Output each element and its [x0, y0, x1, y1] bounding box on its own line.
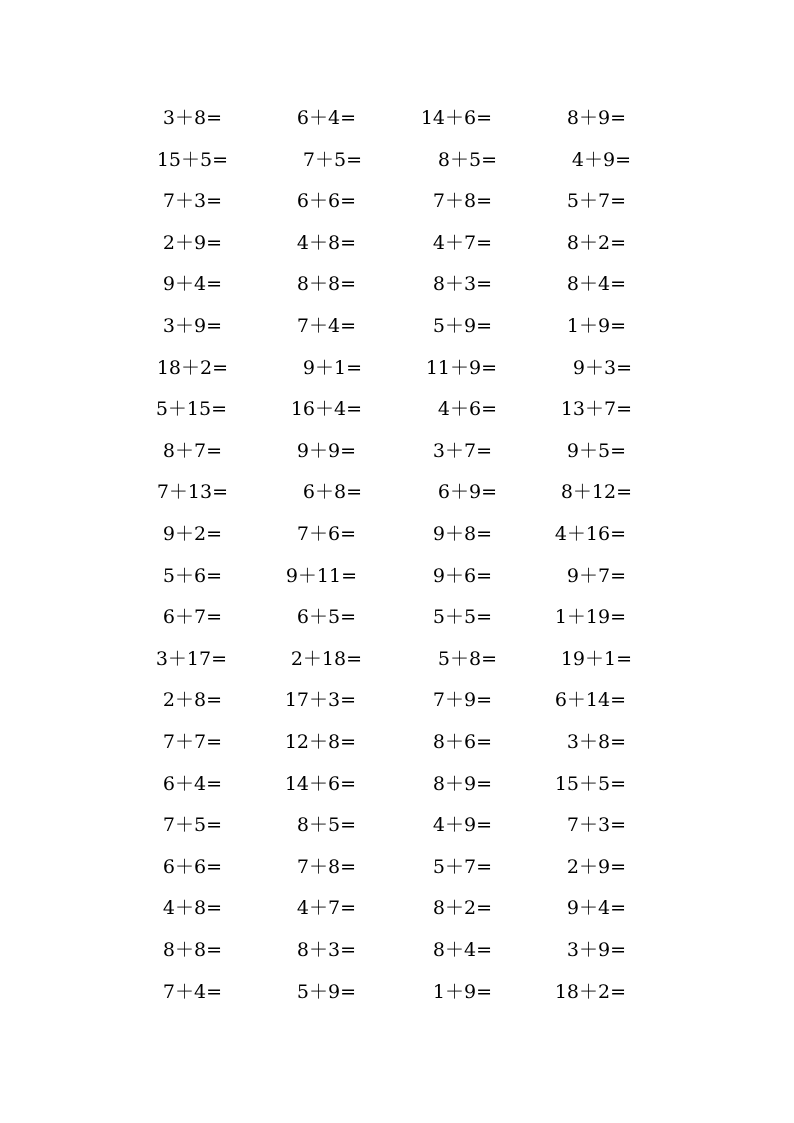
math-problem: 9＋9=	[296, 439, 356, 462]
math-problem: 7＋7=	[162, 731, 222, 753]
math-problem: 4＋9=	[432, 814, 492, 837]
math-problem: 2＋18=	[290, 647, 362, 670]
math-problem: 9＋8=	[432, 523, 492, 545]
math-problem: 9＋7=	[566, 564, 626, 587]
math-problem: 8＋2=	[432, 897, 492, 920]
math-problem: 7＋13=	[156, 481, 228, 504]
math-problem: 6＋5=	[296, 606, 356, 629]
math-problem: 7＋4=	[162, 980, 222, 1003]
math-problem: 9＋1=	[302, 356, 362, 379]
math-problem: 7＋3=	[162, 190, 222, 213]
math-problem: 5＋7=	[566, 190, 626, 213]
math-problem: 5＋5=	[432, 606, 492, 629]
math-problem: 8＋9=	[566, 107, 626, 129]
math-problem: 8＋8=	[162, 939, 222, 961]
math-problem: 9＋3=	[572, 356, 632, 379]
math-problem: 8＋3=	[296, 939, 356, 961]
math-problem: 7＋6=	[296, 523, 356, 545]
math-problem: 7＋5=	[302, 148, 362, 171]
math-problem: 16＋4=	[290, 398, 362, 421]
math-problem: 19＋1=	[560, 647, 632, 670]
math-problem: 5＋15=	[155, 398, 227, 421]
math-problem: 2＋8=	[162, 689, 222, 712]
math-problem: 18＋2=	[156, 356, 228, 379]
math-problem: 5＋7=	[432, 855, 492, 878]
math-problem: 1＋19=	[554, 606, 626, 629]
math-problem: 11＋9=	[425, 356, 497, 379]
math-problem: 8＋3=	[432, 273, 492, 296]
math-problem: 5＋6=	[162, 564, 222, 587]
math-problem: 7＋3=	[566, 814, 626, 837]
math-problem: 2＋9=	[162, 231, 222, 254]
math-problem: 8＋6=	[432, 731, 492, 753]
math-problem: 8＋5=	[296, 814, 356, 837]
math-problem: 4＋8=	[162, 897, 222, 920]
math-problem: 3＋9=	[566, 939, 626, 961]
math-problem: 8＋8=	[296, 273, 356, 296]
math-problem: 9＋4=	[162, 273, 222, 296]
math-problem: 4＋16=	[554, 523, 626, 545]
math-problem: 8＋2=	[566, 231, 626, 254]
math-problem: 7＋5=	[162, 814, 222, 837]
math-problem: 5＋9=	[432, 315, 492, 337]
math-problem: 6＋7=	[162, 606, 222, 629]
math-problem: 6＋4=	[296, 107, 356, 129]
math-problem: 4＋6=	[437, 398, 497, 421]
math-problem: 15＋5=	[554, 772, 626, 795]
math-problem: 5＋8=	[437, 647, 497, 670]
math-problem: 3＋17=	[155, 647, 227, 670]
math-problem: 3＋8=	[566, 731, 626, 753]
math-problem: 7＋8=	[432, 190, 492, 213]
math-problem: 6＋4=	[162, 772, 222, 795]
math-problem: 4＋7=	[432, 231, 492, 254]
math-problem: 6＋9=	[437, 481, 497, 504]
math-problem: 8＋4=	[566, 273, 626, 296]
math-problem: 7＋8=	[296, 855, 356, 878]
math-problem: 8＋12=	[560, 481, 632, 504]
math-problem: 15＋5=	[156, 148, 228, 171]
math-problem: 2＋9=	[566, 855, 626, 878]
math-problem: 9＋4=	[566, 897, 626, 920]
math-problem: 9＋11=	[285, 564, 357, 587]
math-problem: 7＋4=	[296, 315, 356, 337]
math-problem: 9＋6=	[432, 564, 492, 587]
math-problem: 9＋2=	[162, 523, 222, 545]
math-problem: 8＋7=	[162, 439, 222, 462]
math-problem: 5＋9=	[296, 980, 356, 1003]
math-problem: 8＋4=	[432, 939, 492, 961]
math-problem: 17＋3=	[284, 689, 356, 712]
math-problem: 1＋9=	[566, 315, 626, 337]
math-problem: 4＋9=	[571, 148, 631, 171]
math-problem: 4＋8=	[296, 231, 356, 254]
math-problem: 3＋8=	[162, 107, 222, 129]
math-problem: 14＋6=	[420, 107, 492, 129]
math-problem: 1＋9=	[432, 980, 492, 1003]
math-problem: 6＋6=	[296, 190, 356, 213]
math-problem: 7＋9=	[432, 689, 492, 712]
math-problem: 12＋8=	[284, 731, 356, 753]
math-problem: 3＋7=	[432, 439, 492, 462]
math-problem: 18＋2=	[554, 980, 626, 1003]
math-problem: 8＋9=	[432, 772, 492, 795]
math-problem: 4＋7=	[296, 897, 356, 920]
math-problem: 6＋6=	[162, 855, 222, 878]
math-problem: 9＋5=	[566, 439, 626, 462]
math-problem: 8＋5=	[437, 148, 497, 171]
math-problem: 6＋8=	[302, 481, 362, 504]
math-problem: 14＋6=	[284, 772, 356, 795]
math-problem: 3＋9=	[162, 315, 222, 337]
math-problem: 6＋14=	[554, 689, 626, 712]
math-problem: 13＋7=	[560, 398, 632, 421]
